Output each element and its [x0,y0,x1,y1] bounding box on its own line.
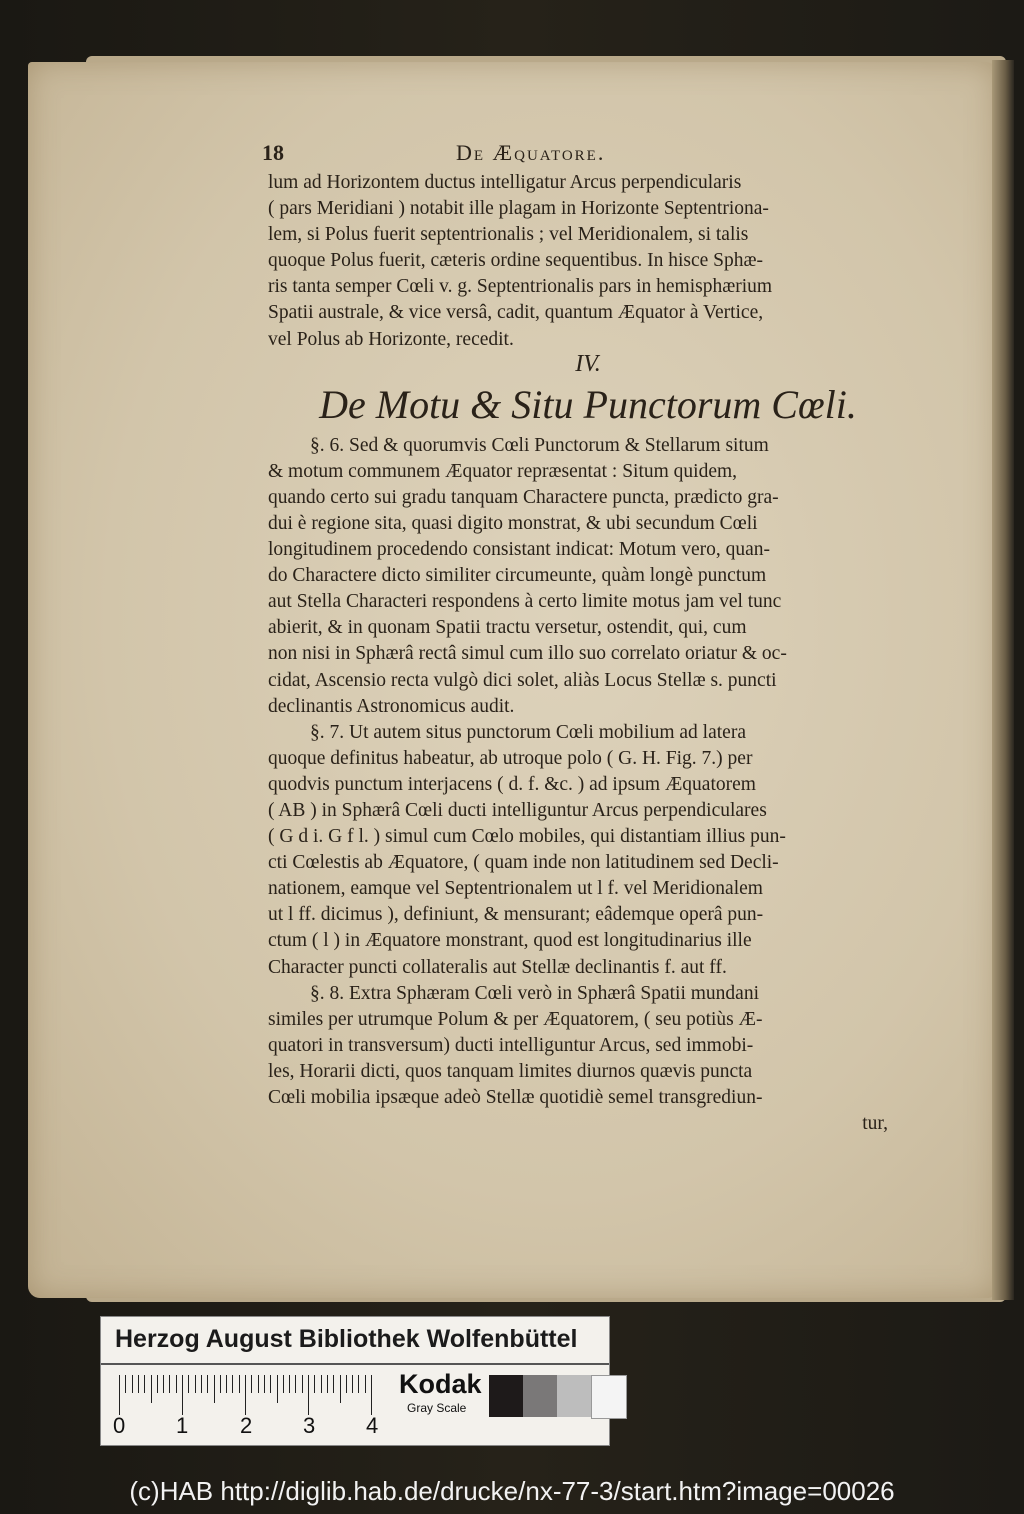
ruler-tick [340,1375,341,1403]
kodak-logo: Kodak [399,1369,482,1399]
ruler-tick [182,1375,183,1415]
text-line: Cœli mobilia ipsæque adeò Stellæ quotidiè semel transgrediun- [268,1087,763,1108]
copyright-url: (c)HAB http://diglib.hab.de/drucke/nx-77-3/start.htm?image=00026 [129,1476,895,1506]
paragraph-6 [268,433,908,720]
text-line: ( AB ) in Sphærâ Cœli ducti intelliguntur Arcus perpendiculares [268,799,767,821]
running-header [262,140,908,170]
ruler-tick [220,1375,221,1393]
text-line: §. 7. Ut autem situs punctorum Cœli mobilium ad latera [310,721,746,743]
text-line: quodvis punctum interjacens ( d. f. &c. ) ad ipsum Æquatorem [268,773,756,795]
ruler-tick [358,1375,359,1393]
text-line: quoque Polus fuerit, cæteris ordine sequentibus. In hisce Sphæ- [268,250,764,272]
ruler-label: 3 [303,1413,316,1438]
gray-swatch [489,1375,523,1417]
text-line: ris tanta semper Cœli v. g. Septentrionalis pars in hemisphærium [268,276,773,298]
ruler-tick [264,1375,265,1393]
ruler-tick [327,1375,328,1393]
page-text [262,140,908,1137]
ruler-tick [226,1375,227,1393]
ruler-tick [132,1375,133,1393]
page-number: 18 [262,140,284,165]
paragraph-8 [268,981,908,1111]
ruler-tick [169,1375,170,1393]
ruler-tick [346,1375,347,1393]
ruler-tick [119,1375,120,1415]
text-line: vel Polus ab Horizonte, recedit. [268,328,514,350]
ruler-tick [365,1375,366,1393]
text-line: ( pars Meridiani ) notabit ille plagam in Horizonte Septentriona- [268,198,769,220]
gray-swatch [591,1375,627,1419]
ruler-tick [314,1375,315,1393]
ruler-tick [295,1375,296,1393]
ruler-tick [283,1375,284,1393]
ruler-tick [151,1375,152,1403]
paragraph-1 [268,170,908,353]
catchword: tur, [862,1113,888,1135]
ruler-tick [157,1375,158,1393]
text-line: & motum communem Æquator repræsentat : Situm quidem, [268,460,738,482]
ruler-tick [232,1375,233,1393]
running-title: De Æquatore. [456,140,606,165]
ruler-label: 4 [366,1413,379,1438]
ruler-tick [352,1375,353,1393]
text-line: ut l ff. dicimus ), definiunt, & mensurant; eâdemque operâ pun- [268,904,764,926]
text-line: les, Horarii dicti, quos tanquam limites diurnos quævis puncta [268,1060,753,1082]
ruler-tick [176,1375,177,1393]
ruler-tick [144,1375,145,1393]
text-line: lem, si Polus fuerit septentrionalis ; vel Meridionalem, si talis [268,224,749,246]
ruler-tick [201,1375,202,1393]
ruler-tick [214,1375,215,1403]
text-line: nationem, eamque vel Septentrionalem ut l f. vel Meridionalem [268,878,763,900]
text-line: cidat, Ascensio recta vulgò dici solet, aliàs Locus Stellæ s. puncti [268,669,777,691]
ruler-tick [125,1375,126,1393]
ruler-tick [302,1375,303,1393]
ruler-tick [308,1375,309,1415]
scale-ruler [119,1375,375,1415]
ruler-tick [258,1375,259,1393]
ruler-tick [321,1375,322,1393]
ruler-tick [371,1375,372,1415]
text-line: §. 8. Extra Sphæram Cœli verò in Sphærâ Spatii mundani [310,982,760,1004]
text-line: longitudinem procedendo consistant indicat: Motum vero, quan- [268,539,771,561]
ruler-label: 0 [113,1413,126,1438]
ruler-tick [195,1375,196,1393]
text-line: quando certo sui gradu tanquam Charactere puncta, prædicto gra- [268,486,779,508]
section-number: IV. [575,350,601,377]
ruler-tick [188,1375,189,1393]
text-line: cti Cœlestis ab Æquatore, ( quam inde non latitudinem sed Decli- [268,852,779,874]
ruler-label: 1 [176,1413,189,1438]
text-line: declinantis Astronomicus audit. [268,695,515,717]
ruler-tick [251,1375,252,1393]
library-name: Herzog August Bibliothek Wolfenbüttel [115,1325,578,1353]
color-target-card [100,1316,610,1446]
text-line: ( G d i. G f l. ) simul cum Cœlo mobiles, qui distantiam illius pun- [268,826,786,848]
text-line: Spatii australe, & vice versâ, cadit, quantum Æquator à Vertice, [268,302,764,324]
text-line: non nisi in Sphærâ rectâ simul cum illo suo correlato oriatur & oc- [268,643,787,665]
section-title: De Motu & Situ Punctorum Cœli. [319,381,857,427]
gray-scale-label: Gray Scale [407,1401,467,1415]
ruler-tick [163,1375,164,1393]
text-line: do Charactere dicto similiter circumeunte, quàm longè punctum [268,565,767,587]
text-line: abierit, & in quonam Spatii tractu versetur, ostendit, qui, cum [268,617,747,639]
ruler-tick [333,1375,334,1393]
text-line: quatori in transversum) ducti intelliguntur Arcus, sed immobi- [268,1034,754,1056]
ruler-tick [289,1375,290,1393]
ruler-tick [207,1375,208,1393]
ruler-label: 2 [240,1413,253,1438]
text-line: lum ad Horizontem ductus intelligatur Arcus perpendicularis [268,172,742,193]
text-line: quoque definitus habeatur, ab utroque polo ( G. H. Fig. 7.) per [268,747,753,769]
paragraph-7 [268,720,908,981]
text-line: Character puncti collateralis aut Stellæ declinantis f. aut ff. [268,956,727,978]
text-line: aut Stella Characteri respondens à certo limite motus jam vel tunc [268,591,782,613]
ruler-tick [138,1375,139,1393]
text-line: dui è regione sita, quasi digito monstrat, & ubi secundum Cœli [268,512,758,534]
gray-swatch [523,1375,557,1417]
ruler-tick [245,1375,246,1415]
page-edge [992,60,1014,1300]
ruler-tick [239,1375,240,1393]
gray-swatch [557,1375,591,1417]
card-divider [101,1363,609,1365]
ruler-tick [270,1375,271,1393]
ruler-tick [277,1375,278,1403]
text-line: §. 6. Sed & quorumvis Cœli Punctorum & Stellarum situm [310,434,769,456]
text-line: ctum ( l ) in Æquatore monstrant, quod est longitudinarius ille [268,930,752,952]
text-line: similes per utrumque Polum & per Æquatorem, ( seu potiùs Æ- [268,1008,763,1030]
